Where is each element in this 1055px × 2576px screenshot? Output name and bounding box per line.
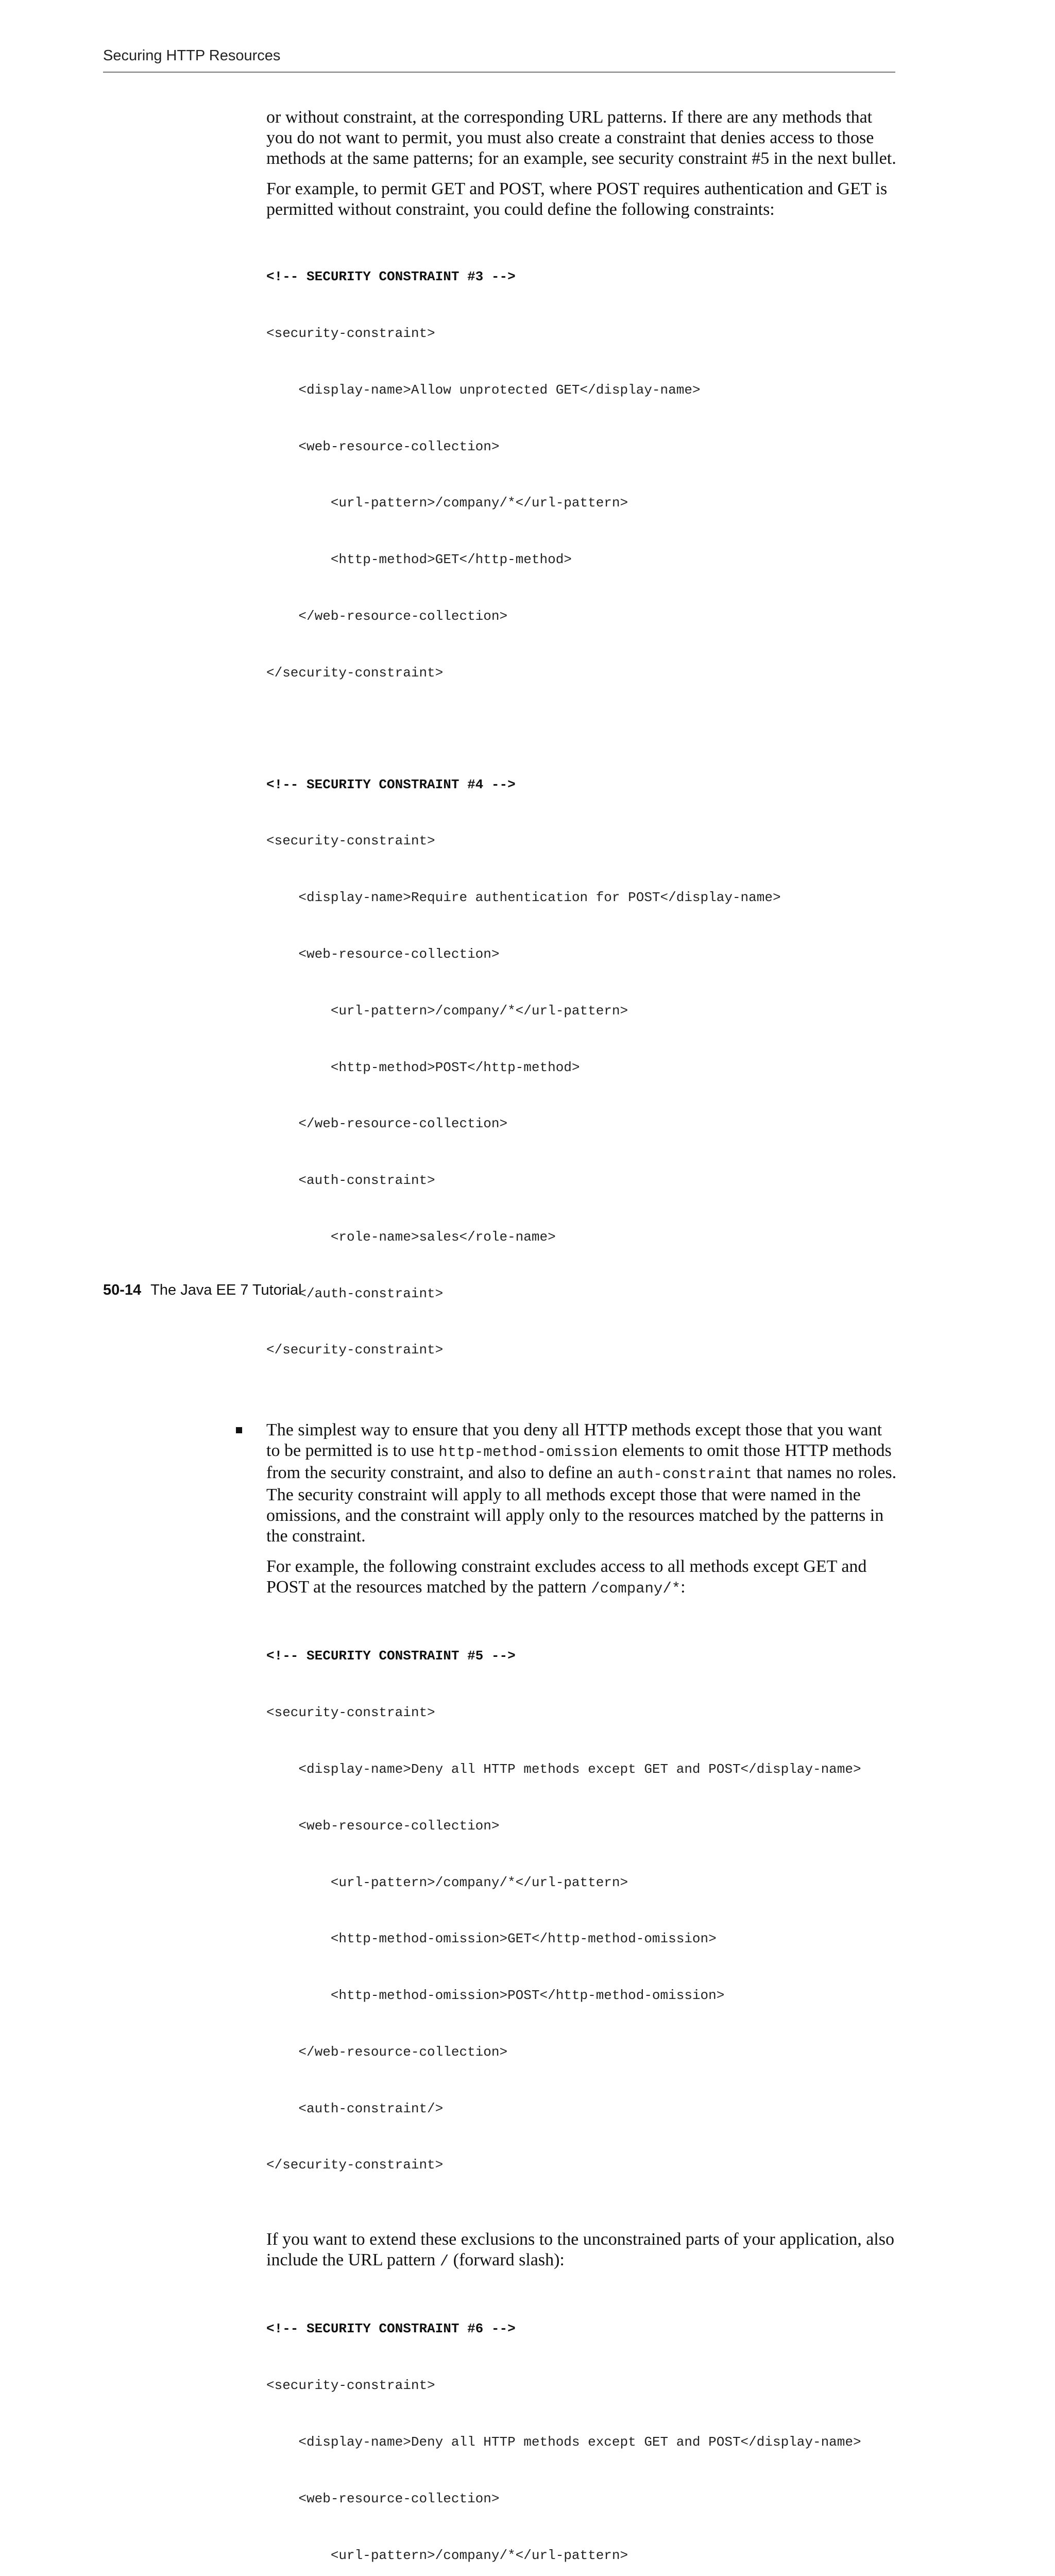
code-line: <security-constraint> [266,1705,435,1721]
code-line: <http-method>GET</http-method> [266,552,572,568]
code-line: <display-name>Deny all HTTP methods except GET and POST</display-name> [266,1761,861,1777]
code-line: </auth-constraint> [266,1285,444,1301]
inline-code: http-method-omission [438,1444,618,1461]
text-run: elements to omit those HTTP methods from the security constraint, and also to define an [266,1441,892,1483]
text-run: If you want to extend these exclusions to the unconstrained parts of your application, also include the URL pattern [266,2230,894,2270]
code-line: <display-name>Allow unprotected GET</display-name> [266,382,701,398]
code-line: <auth-constraint> [266,1173,435,1189]
page-number: 50-14 [103,1282,142,1298]
bullet-text [266,1420,897,1547]
page-content [266,107,897,2576]
text-run: that names no roles. The security constraint will apply to all methods except those that were named in the omissions, and the constraint will apply only to the resources matched by the patterns in the constraint. [266,1463,897,1546]
code-block-constraint-4 [266,737,897,1397]
paragraph-extend-exclusions [266,2229,897,2272]
code-comment: <!-- SECURITY CONSTRAINT #5 --> [266,1648,516,1664]
code-line: <role-name>sales</role-name> [266,1229,556,1245]
code-line: <security-constraint> [266,2378,435,2394]
code-line: <http-method-omission>GET</http-method-omission> [266,1931,717,1947]
code-line: <url-pattern>/company/*</url-pattern> [266,495,628,511]
code-block-constraint-6 [266,2282,897,2576]
code-line: </security-constraint> [266,665,444,681]
code-line: </web-resource-collection> [266,608,508,624]
bullet-item-omission [266,1420,897,1547]
inline-code: / [439,2253,449,2270]
code-line: <web-resource-collection> [266,2490,500,2506]
inline-code: auth-constraint [617,1466,752,1483]
code-line: <web-resource-collection> [266,1818,500,1834]
code-line: </security-constraint> [266,2157,444,2173]
text-run: : [680,1578,686,1597]
code-line: <display-name>Require authentication for POST</display-name> [266,890,781,906]
code-comment: <!-- SECURITY CONSTRAINT #4 --> [266,776,516,792]
code-comment: <!-- SECURITY CONSTRAINT #6 --> [266,2321,516,2337]
code-comment: <!-- SECURITY CONSTRAINT #3 --> [266,269,516,285]
code-line: <web-resource-collection> [266,438,500,454]
code-line: <url-pattern>/company/*</url-pattern> [266,1003,628,1019]
header-divider [103,72,895,73]
paragraph-example-exclude [266,1556,897,1599]
running-header: Securing HTTP Resources [103,47,281,64]
text-run: (forward slash): [449,2250,565,2270]
paragraph-example-get-post: For example, to permit GET and POST, where POST requires authentication and GET is permitted without constraint, you could define the following constraints: [266,179,888,219]
code-line: <web-resource-collection> [266,946,500,962]
code-line: <display-name>Deny all HTTP methods except GET and POST</display-name> [266,2434,861,2450]
code-block-constraint-3 [266,230,897,720]
code-line: <url-pattern>/company/*</url-pattern> [266,2547,628,2563]
code-line: </security-constraint> [266,1342,444,1358]
text-run: For example, the following constraint excludes access to all methods except GET and POST at the resources matched by the pattern [266,1557,867,1597]
code-line: </web-resource-collection> [266,1116,508,1132]
inline-code: /company/* [591,1580,681,1598]
code-block-constraint-5 [266,1609,897,2212]
code-line: <http-method>POST</http-method> [266,1059,580,1075]
code-line: </web-resource-collection> [266,2044,508,2060]
text-run: The simplest way to ensure that you deny all HTTP methods except those that you want to be permitted is to use [266,1420,882,1461]
bullet-square-icon [236,1427,242,1433]
page-footer [103,1282,302,1299]
code-line: <security-constraint> [266,833,435,849]
book-title: The Java EE 7 Tutorial [150,1282,302,1298]
code-line: <auth-constraint/> [266,2100,444,2116]
code-line: <url-pattern>/company/*</url-pattern> [266,1874,628,1890]
code-line: <security-constraint> [266,325,435,341]
paragraph-intro: or without constraint, at the corresponding URL patterns. If there are any methods that you do not want to permit, you must also create a constraint that denies access to those methods at the same patterns; for an example, see security constraint #5 in the next bullet. [266,108,896,168]
code-line: <http-method-omission>POST</http-method-omission> [266,1988,725,2004]
